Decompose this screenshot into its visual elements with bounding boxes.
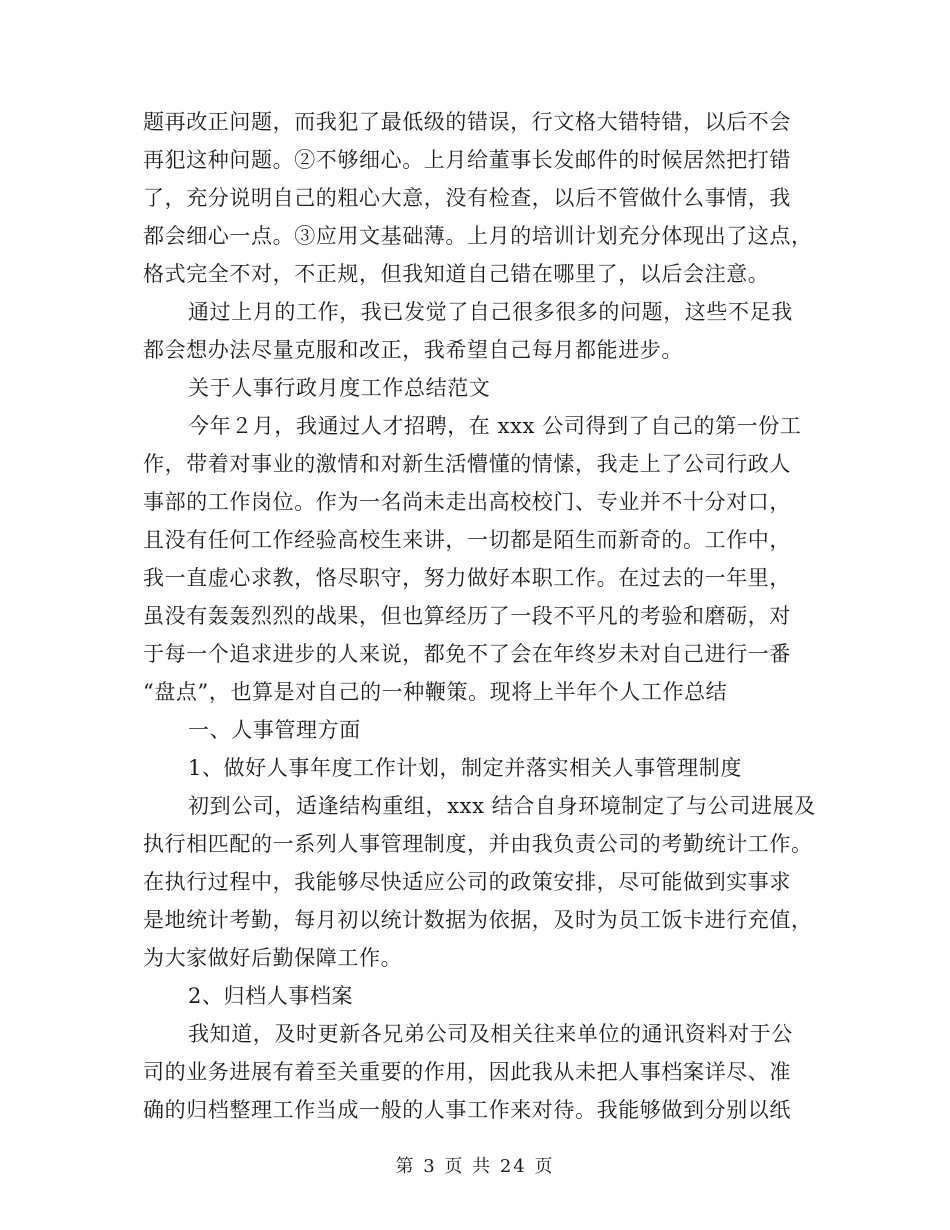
page-footer: 第 3 页 共 24 页 [395,1156,555,1177]
text-line: 2、归档人事档案 [188,984,354,1008]
text-line: 作，带着对事业的激情和对新生活懵懂的情愫，我走上了公司行政人 [143,452,791,476]
text-line: 司的业务进展有着至关重要的作用，因此我从未把人事档案详尽、准 [143,1060,791,1084]
text-line: 都会细心一点。③应用文基础薄。上月的培训计划充分体现出了这点， [143,224,813,248]
text-line: 关于人事行政月度工作总结范文 [188,376,491,400]
text-line: 今年２月，我通过人才招聘，在 xxx 公司得到了自己的第一份工 [188,414,802,438]
text-line: 执行相匹配的一系列人事管理制度，并由我负责公司的考勤统计工作。 [143,832,813,856]
text-line: 于每一个追求进步的人来说，都免不了会在年终岁未对自己进行一番 [143,642,791,666]
text-line: 都会想办法尽量克服和改正，我希望自己每月都能进步。 [143,338,683,362]
document-body [143,103,815,1129]
text-line: 且没有任何工作经验高校生来讲，一切都是陌生而新奇的。工作中， [143,528,791,552]
text-line: 通过上月的工作，我已发觉了自己很多很多的问题，这些不足我 [188,300,793,324]
text-line: 我知道，及时更新各兄弟公司及相关往来单位的通讯资料对于公 [188,1022,793,1046]
text-line: 了，充分说明自己的粗心大意，没有检查，以后不管做什么事情，我 [143,186,791,210]
text-line: 在执行过程中，我能够尽快适应公司的政策安排，尽可能做到实事求 [143,870,791,894]
text-line: 虽没有轰轰烈烈的战果，但也算经历了一段不平凡的考验和磨砺，对 [143,604,791,628]
text-line: 是地统计考勤，每月初以统计数据为依据，及时为员工饭卡进行充值， [143,908,813,932]
text-line: 1、做好人事年度工作计划，制定并落实相关人事管理制度 [188,756,742,780]
text-line: 初到公司，适逢结构重组，xxx 结合自身环境制定了与公司进展及 [188,794,816,818]
text-line: 我一直虚心求教，恪尽职守，努力做好本职工作。在过去的一年里， [143,566,791,590]
text-line: 事部的工作岗位。作为一名尚未走出高校校门、专业并不十分对口， [143,490,791,514]
text-line: 再犯这种问题。②不够细心。上月给董事长发邮件的时候居然把打错 [143,148,791,172]
text-line: 一、人事管理方面 [188,718,361,742]
text-line: “盘点”，也算是对自己的一种鞭策。现将上半年个人工作总结 [143,680,728,704]
text-line: 格式完全不对，不正规，但我知道自己错在哪里了，以后会注意。 [143,262,770,286]
text-line: 为大家做好后勤保障工作。 [143,946,403,970]
text-line: 确的归档整理工作当成一般的人事工作来对待。我能够做到分别以纸 [143,1098,791,1122]
text-line: 题再改正问题，而我犯了最低级的错误，行文格大错特错，以后不会 [143,110,791,134]
